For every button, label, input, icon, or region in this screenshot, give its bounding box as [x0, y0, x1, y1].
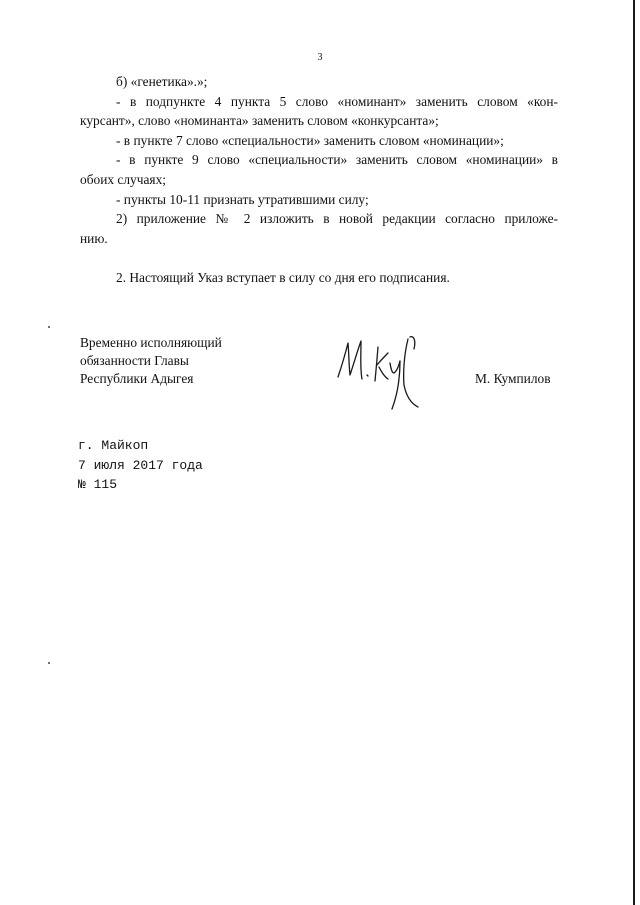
paragraph: - в подпункте 4 пункта 5 слово «номинант» заменить словом «кон- — [116, 93, 558, 109]
paragraph: курсант», слово «номинанта» заменить словом «конкурсанта»; — [80, 113, 439, 129]
handwritten-signature — [330, 325, 430, 417]
signatory-position — [80, 334, 222, 388]
scan-edge — [633, 0, 635, 905]
paragraph: - пункты 10-11 признать утратившими силу; — [116, 191, 369, 207]
scan-speck — [48, 326, 50, 328]
paragraph: обоих случаях; — [80, 171, 166, 187]
position-line: обязанности Главы — [80, 353, 189, 368]
paragraph: - в пункте 7 слово «специальности» заменить словом «номинации»; — [116, 132, 504, 148]
page-number: 3 — [317, 52, 323, 63]
paragraph: 2) приложение № 2 изложить в новой редакции согласно приложе- — [116, 211, 558, 227]
position-line: Временно исполняющий — [80, 335, 222, 350]
document-body — [80, 72, 558, 288]
decree-date: 7 июля 2017 года — [78, 457, 203, 473]
decree-city: г. Майкоп — [78, 438, 149, 453]
paragraph: б) «генетика».»; — [116, 74, 208, 89]
scan-speck — [48, 662, 50, 664]
position-line: Республики Адыгея — [80, 371, 194, 386]
paragraph: - в пункте 9 слово «специальности» заменить словом «номинации» в — [116, 152, 558, 168]
signatory-name: М. Кумпилов — [475, 371, 551, 386]
paragraph: 2. Настоящий Указ вступает в силу со дня его подписания. — [116, 269, 450, 285]
paragraph: нию. — [80, 230, 108, 246]
decree-number: № 115 — [78, 477, 118, 492]
decree-details — [78, 436, 203, 495]
